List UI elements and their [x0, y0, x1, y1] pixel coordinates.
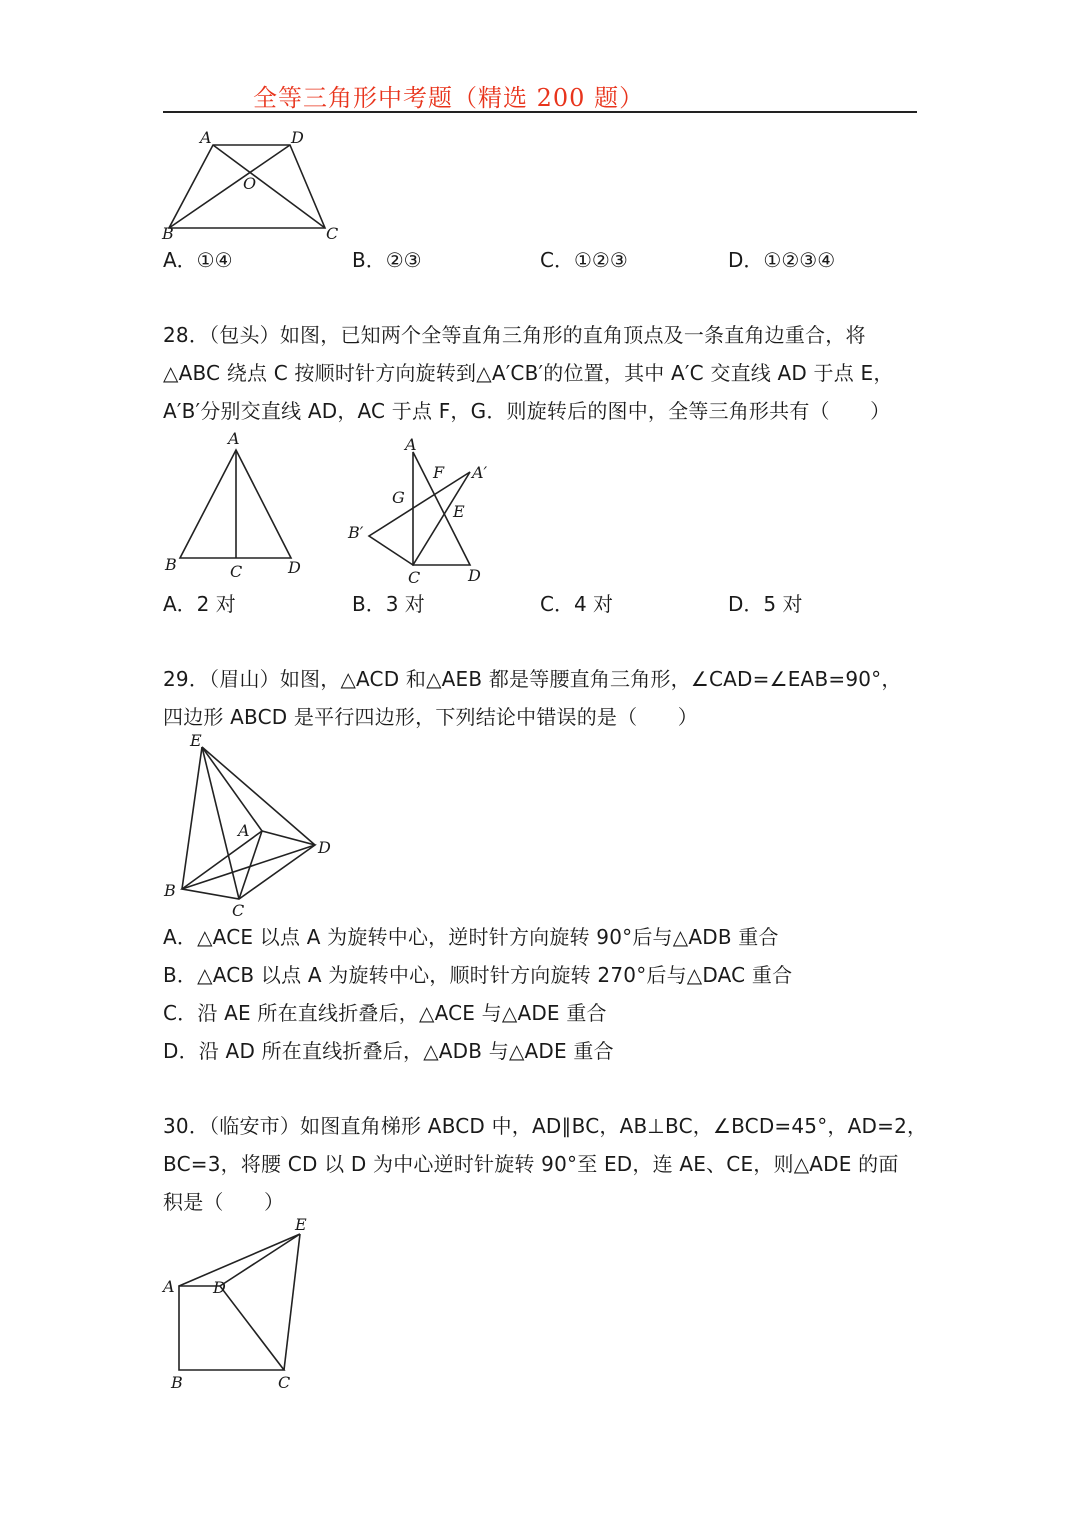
header-divider [163, 111, 917, 113]
q28-figure-left [160, 428, 320, 583]
q28-right-label-e: E [453, 502, 465, 521]
q28-line-3: A′B′分别交直线 AD，AC 于点 F，G．则旋转后的图中，全等三角形共有（ ） [163, 399, 891, 423]
q29-figure [160, 732, 350, 922]
q28-option-c: C．4 对 [540, 592, 614, 616]
q27-option-d: D．①②③④ [728, 248, 836, 272]
q28-line-1: 28．（包头）如图，已知两个全等直角三角形的直角顶点及一条直角边重合，将 [163, 323, 866, 347]
q28-right-label-f: F [433, 463, 445, 482]
q30-label-d: D [213, 1278, 226, 1297]
q29-label-c: C [232, 901, 245, 920]
q28-right-label-g: G [392, 488, 405, 507]
q29-segment-bd [182, 845, 315, 889]
q27-figure [160, 125, 360, 245]
q30-segment-ce [284, 1234, 300, 1370]
q27-label-o: O [243, 174, 257, 193]
q28-right-label-a: A [405, 435, 417, 454]
q29-segment-ed [202, 747, 315, 845]
q28-right-label-b-prime: B′ [348, 523, 364, 542]
q29-label-d: D [318, 838, 331, 857]
q30-line-2: BC=3，将腰 CD 以 D 为中心逆时针旋转 90°至 ED，连 AE、CE，则△ADE 的面 [163, 1152, 899, 1176]
q28-left-label-c: C [230, 562, 243, 581]
q30-label-b: B [171, 1373, 183, 1392]
q30-label-c: C [278, 1373, 291, 1392]
q28-option-a: A．2 对 [163, 592, 236, 616]
q27-label-a: A [200, 128, 212, 147]
q29-option-a: A．△ACE 以点 A 为旋转中心，逆时针方向旋转 90°后与△ADB 重合 [163, 925, 779, 949]
q29-segment-ea [202, 747, 262, 831]
q30-segment-ae [179, 1234, 300, 1286]
q27-option-b: B．②③ [352, 248, 422, 272]
q30-segment-de [220, 1234, 300, 1286]
q29-label-b: B [164, 881, 176, 900]
q28-right-label-d: D [468, 566, 481, 585]
q29-segment-eb [182, 747, 202, 889]
q30-trapezoid-abcd [179, 1286, 284, 1370]
q28-line-2: △ABC 绕点 C 按顺时针方向旋转到△A′CB′的位置，其中 A′C 交直线 AD 于点 E， [163, 361, 894, 385]
q28-left-label-d: D [288, 558, 301, 577]
q29-line-1: 29．（眉山）如图，△ACD 和△AEB 都是等腰直角三角形，∠CAD=∠EAB=90°， [163, 667, 902, 691]
q27-label-d: D [291, 128, 304, 147]
q28-figure-right [340, 430, 510, 590]
q29-option-d: D．沿 AD 所在直线折叠后，△ADB 与△ADE 重合 [163, 1039, 614, 1063]
q29-option-b: B．△ACB 以点 A 为旋转中心，顺时针方向旋转 270°后与△DAC 重合 [163, 963, 793, 987]
q28-option-b: B．3 对 [352, 592, 425, 616]
q27-label-b: B [162, 224, 174, 243]
q30-label-a: A [163, 1277, 175, 1296]
q30-line-1: 30．（临安市）如图直角梯形 ABCD 中，AD∥BC，AB⊥BC，∠BCD=45°，AD=2， [163, 1114, 928, 1138]
q28-left-label-a: A [228, 429, 240, 448]
q27-label-c: C [326, 224, 339, 243]
q30-label-e: E [295, 1215, 307, 1234]
q29-line-2: 四边形 ABCD 是平行四边形，下列结论中错误的是（ ） [163, 705, 698, 729]
page-header-title: 全等三角形中考题（精选 200 题） [253, 84, 645, 112]
q29-option-c: C．沿 AE 所在直线折叠后，△ACE 与△ADE 重合 [163, 1001, 607, 1025]
q28-right-label-c: C [408, 568, 421, 587]
q30-figure [160, 1212, 330, 1397]
q29-label-a: A [238, 821, 250, 840]
q27-option-a: A．①④ [163, 248, 233, 272]
q27-option-c: C．①②③ [540, 248, 628, 272]
q29-parallelogram-abcd [182, 831, 315, 899]
q29-label-e: E [190, 731, 202, 750]
q28-left-label-b: B [165, 555, 177, 574]
q28-option-d: D．5 对 [728, 592, 803, 616]
q28-right-label-a-prime: A′ [472, 463, 488, 482]
q30-line-3: 积是（ ） [163, 1190, 285, 1214]
q29-segment-ac [239, 831, 262, 899]
